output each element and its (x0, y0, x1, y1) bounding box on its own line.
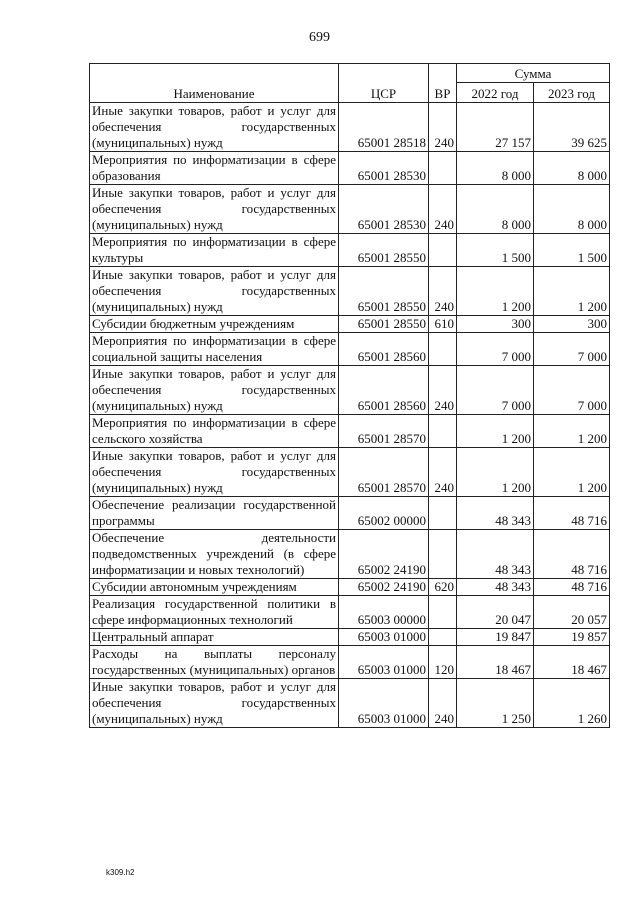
row-sum-2023: 1 200 (534, 267, 610, 316)
row-sum-2022: 7 000 (457, 333, 534, 366)
row-name: Мероприятия по информатизации в сфере сельского хозяйства (90, 415, 339, 448)
table-row (90, 530, 610, 579)
table-row (90, 333, 610, 366)
row-name: Мероприятия по информатизации в сфере культуры (90, 234, 339, 267)
row-name: Иные закупки товаров, работ и услуг для обеспечения государственных (муниципальных) нужд (90, 267, 339, 316)
table-row (90, 152, 610, 185)
row-csr: 65002 24190 (339, 530, 429, 579)
header-name: Наименование (90, 64, 339, 103)
row-csr: 65001 28560 (339, 366, 429, 415)
row-sum-2022: 1 200 (457, 448, 534, 497)
row-vr: 240 (429, 267, 457, 316)
row-sum-2022: 27 157 (457, 103, 534, 152)
row-vr: 240 (429, 103, 457, 152)
row-sum-2023: 8 000 (534, 152, 610, 185)
row-sum-2022: 48 343 (457, 497, 534, 530)
table-row (90, 646, 610, 679)
row-csr: 65002 00000 (339, 497, 429, 530)
row-sum-2023: 48 716 (534, 579, 610, 596)
row-sum-2022: 300 (457, 316, 534, 333)
table-row (90, 679, 610, 728)
row-sum-2023: 8 000 (534, 185, 610, 234)
table-row (90, 579, 610, 596)
row-sum-2023: 48 716 (534, 497, 610, 530)
row-vr (429, 152, 457, 185)
row-csr: 65001 28570 (339, 448, 429, 497)
row-csr: 65001 28550 (339, 316, 429, 333)
row-vr: 240 (429, 185, 457, 234)
row-name: Иные закупки товаров, работ и услуг для обеспечения государственных (муниципальных) нужд (90, 103, 339, 152)
row-sum-2023: 1 500 (534, 234, 610, 267)
row-sum-2023: 7 000 (534, 366, 610, 415)
row-sum-2023: 300 (534, 316, 610, 333)
row-vr: 620 (429, 579, 457, 596)
row-sum-2022: 7 000 (457, 366, 534, 415)
row-vr: 120 (429, 646, 457, 679)
row-vr (429, 497, 457, 530)
header-year-2023: 2023 год (534, 83, 610, 103)
row-sum-2022: 1 200 (457, 415, 534, 448)
row-sum-2022: 48 343 (457, 530, 534, 579)
header-year-2022: 2022 год (457, 83, 534, 103)
row-sum-2022: 19 847 (457, 629, 534, 646)
table-row (90, 267, 610, 316)
page-number: 699 (309, 30, 330, 45)
row-csr: 65001 28530 (339, 185, 429, 234)
row-csr: 65001 28550 (339, 267, 429, 316)
row-sum-2023: 1 200 (534, 448, 610, 497)
table-row (90, 415, 610, 448)
row-sum-2022: 48 343 (457, 579, 534, 596)
row-name: Центральный аппарат (90, 629, 339, 646)
row-sum-2022: 1 500 (457, 234, 534, 267)
table-row (90, 103, 610, 152)
budget-table (89, 63, 610, 728)
header-vr: ВР (429, 64, 457, 103)
row-csr: 65001 28550 (339, 234, 429, 267)
row-csr: 65001 28560 (339, 333, 429, 366)
row-vr (429, 596, 457, 629)
row-name: Иные закупки товаров, работ и услуг для обеспечения государственных (муниципальных) нужд (90, 448, 339, 497)
table-row (90, 316, 610, 333)
row-vr: 240 (429, 679, 457, 728)
row-name: Иные закупки товаров, работ и услуг для обеспечения государственных (муниципальных) нужд (90, 185, 339, 234)
table-row (90, 596, 610, 629)
row-name: Субсидии автономным учреждениям (90, 579, 339, 596)
row-sum-2022: 18 467 (457, 646, 534, 679)
row-name: Расходы на выплаты персоналу государственных (муниципальных) органов (90, 646, 339, 679)
row-csr: 65001 28518 (339, 103, 429, 152)
row-name: Обеспечение деятельности подведомственных учреждений (в сфере информатизации и новых технологий) (90, 530, 339, 579)
row-sum-2022: 8 000 (457, 152, 534, 185)
row-csr: 65003 01000 (339, 679, 429, 728)
row-name: Обеспечение реализации государственной программы (90, 497, 339, 530)
row-vr: 240 (429, 366, 457, 415)
row-name: Иные закупки товаров, работ и услуг для обеспечения государственных (муниципальных) нужд (90, 679, 339, 728)
row-vr: 610 (429, 316, 457, 333)
row-sum-2023: 48 716 (534, 530, 610, 579)
row-sum-2022: 1 200 (457, 267, 534, 316)
row-sum-2023: 19 857 (534, 629, 610, 646)
row-vr (429, 333, 457, 366)
row-name: Мероприятия по информатизации в сфере образования (90, 152, 339, 185)
row-sum-2022: 8 000 (457, 185, 534, 234)
row-sum-2023: 20 057 (534, 596, 610, 629)
row-name: Реализация государственной политики в сфере информационных технологий (90, 596, 339, 629)
row-name: Иные закупки товаров, работ и услуг для обеспечения государственных (муниципальных) нужд (90, 366, 339, 415)
table-body (90, 103, 610, 728)
row-sum-2022: 20 047 (457, 596, 534, 629)
row-csr: 65003 01000 (339, 629, 429, 646)
row-sum-2023: 1 260 (534, 679, 610, 728)
table-row (90, 497, 610, 530)
row-csr: 65003 01000 (339, 646, 429, 679)
row-name: Мероприятия по информатизации в сфере социальной защиты населения (90, 333, 339, 366)
row-csr: 65003 00000 (339, 596, 429, 629)
header-sum: Сумма (457, 64, 610, 83)
row-name: Субсидии бюджетным учреждениям (90, 316, 339, 333)
row-vr (429, 415, 457, 448)
table-row (90, 366, 610, 415)
row-vr (429, 234, 457, 267)
table-header (90, 64, 610, 103)
row-sum-2023: 7 000 (534, 333, 610, 366)
row-csr: 65001 28570 (339, 415, 429, 448)
row-sum-2023: 18 467 (534, 646, 610, 679)
row-vr (429, 629, 457, 646)
row-csr: 65002 24190 (339, 579, 429, 596)
header-csr: ЦСР (339, 64, 429, 103)
row-csr: 65001 28530 (339, 152, 429, 185)
table-row (90, 629, 610, 646)
row-sum-2023: 1 200 (534, 415, 610, 448)
row-sum-2023: 39 625 (534, 103, 610, 152)
table-row (90, 448, 610, 497)
footer-code: k309.h2 (106, 868, 135, 877)
table-row (90, 234, 610, 267)
row-vr: 240 (429, 448, 457, 497)
row-vr (429, 530, 457, 579)
table-row (90, 185, 610, 234)
row-sum-2022: 1 250 (457, 679, 534, 728)
